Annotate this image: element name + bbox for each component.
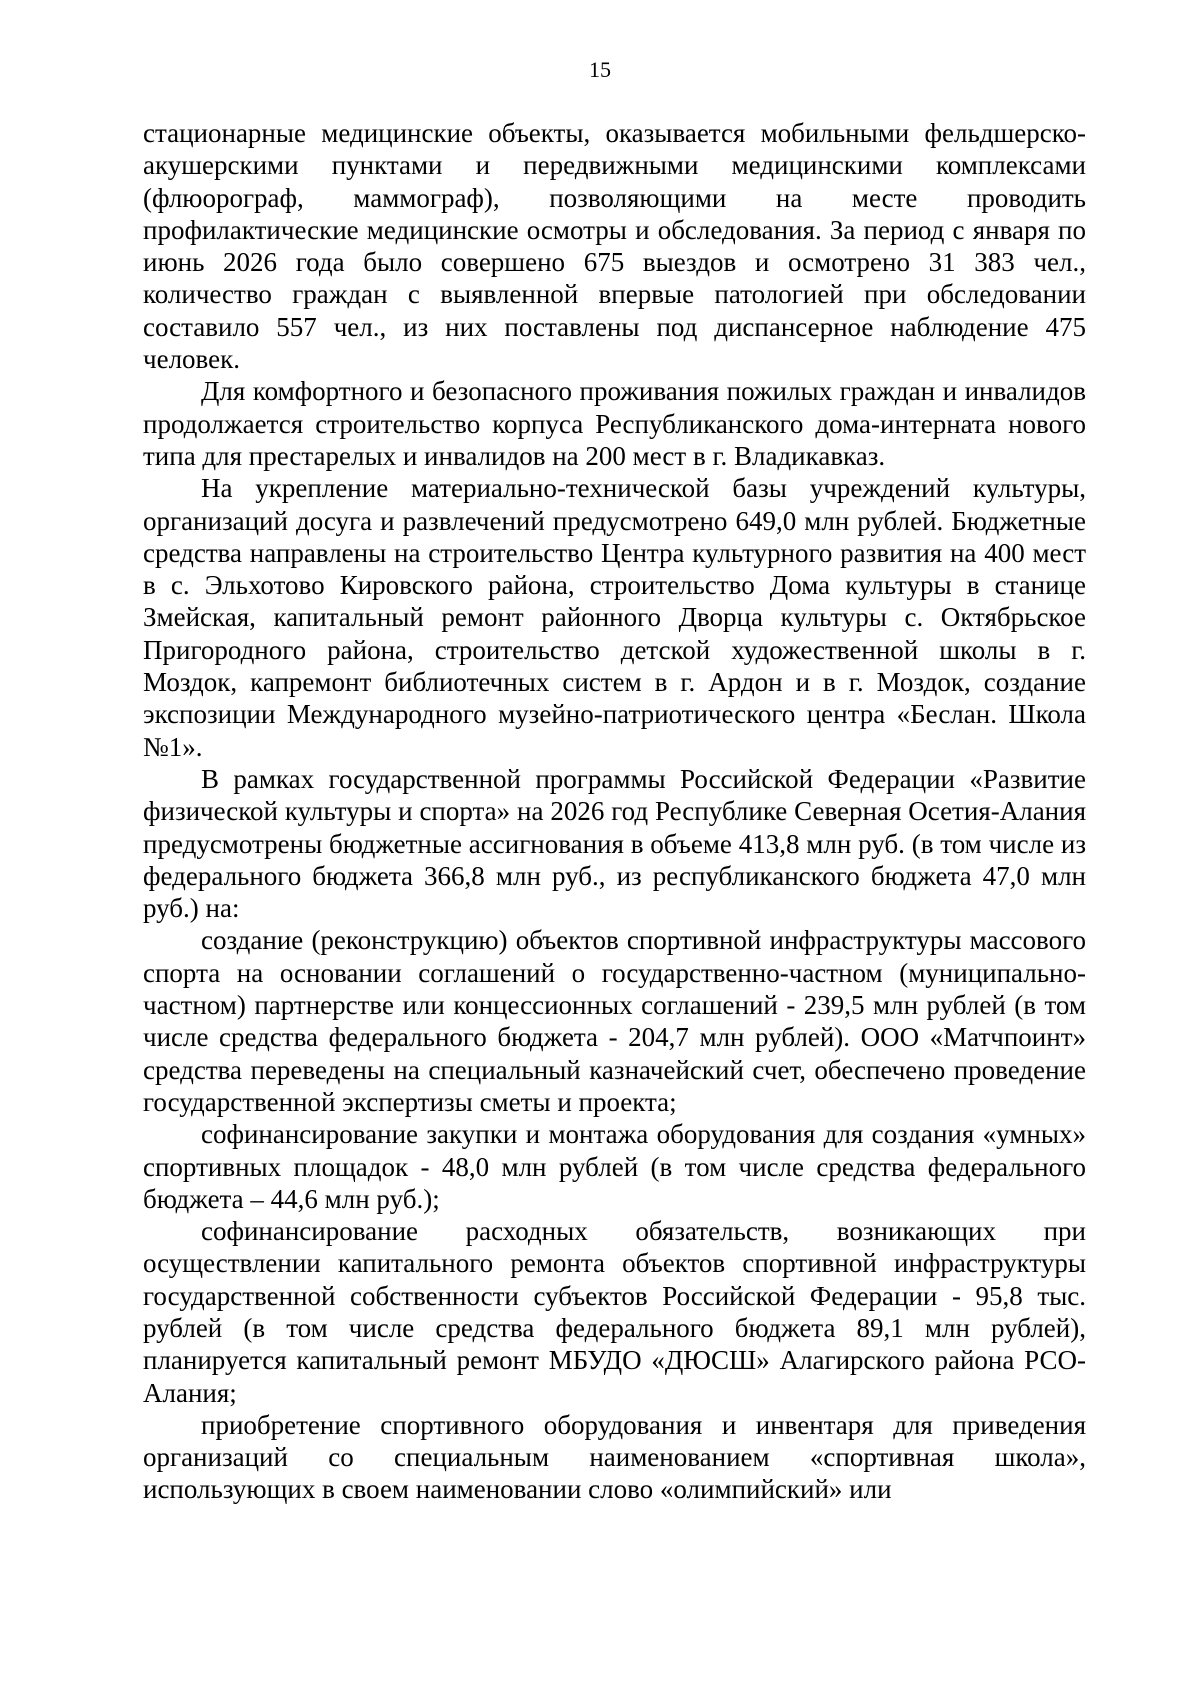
paragraph-sports-program: В рамках государственной программы Российской Федерации «Развитие физической культуры и спорта» на 2026 год Республике Северная Осетия-Алания предусмотрены бюджетные ассигнования в объеме 413,8 млн руб. (в том числе из федерального бюджета 366,8 млн руб., из республиканского бюджета 47,0 млн руб.) на: (143, 763, 1086, 924)
page-number: 15 (589, 57, 611, 82)
paragraph-culture-funding: На укрепление материально-технической базы учреждений культуры, организаций досуга и развлечений предусмотрено 649,0 млн рублей. Бюджетные средства направлены на строительство Центра культурного развития на 400 мест в с. Эльхотово Кировского района, строительство Дома культуры в станице Змейская, капитальный ремонт районного Дворца культуры с. Октябрьское Пригородного района, строительство детской художественной школы в г. Моздок, капремонт библиотечных систем в г. Ардон и в г. Моздок, создание экспозиции Международного музейно-патриотического центра «Беслан. Школа №1». (143, 473, 1086, 762)
paragraph-elderly-housing: Для комфортного и безопасного проживания пожилых граждан и инвалидов продолжается строительство корпуса Республиканского дома-интерната нового типа для престарелых и инвалидов на 200 мест в г. Владикавказ. (143, 376, 1086, 471)
paragraph-medical-mobile-units: стационарные медицинские объекты, оказывается мобильными фельдшерско-акушерскими пунктами и передвижными медицинскими комплексами (флюорограф, маммограф), позволяющими на месте проводить профилактические медицинские осмотры и обследования. За период с января по июнь 2026 года было совершено 675 выездов и осмотрено 31 383 чел., количество граждан с выявленной впервые патологией при обследовании составило 557 чел., из них поставлены под диспансерное наблюдение 475 человек. (143, 118, 1086, 375)
paragraph-sports-infrastructure: создание (реконструкцию) объектов спортивной инфраструктуры массового спорта на основании соглашений о государственно-частном (муниципально-частном) партнерстве или концессионных соглашений - 239,5 млн рублей (в том числе средства федерального бюджета - 204,7 млн рублей). ООО «Матчпоинт» средства переведены на специальный казначейский счет, обеспечено проведение государственной экспертизы сметы и проекта; (143, 925, 1086, 1117)
paragraph-capital-repair: софинансирование расходных обязательств, возникающих при осуществлении капитального ремонта объектов спортивной инфраструктуры государственной собственности субъектов Российской Федерации - 95,8 тыс. рублей (в том числе средства федерального бюджета 89,1 млн рублей), планируется капитальный ремонт МБУДО «ДЮСШ» Алагирского района РСО-Алания; (143, 1216, 1086, 1408)
paragraph-smart-sports-grounds: софинансирование закупки и монтажа оборудования для создания «умных» спортивных площадок - 48,0 млн рублей (в том числе средства федерального бюджета – 44,6 млн руб.); (143, 1119, 1086, 1214)
document-body (143, 117, 1086, 1506)
paragraph-sports-equipment: приобретение спортивного оборудования и инвентаря для приведения организаций со специальным наименованием «спортивная школа», использующих в своем наименовании слово «олимпийский» или (143, 1409, 1086, 1505)
